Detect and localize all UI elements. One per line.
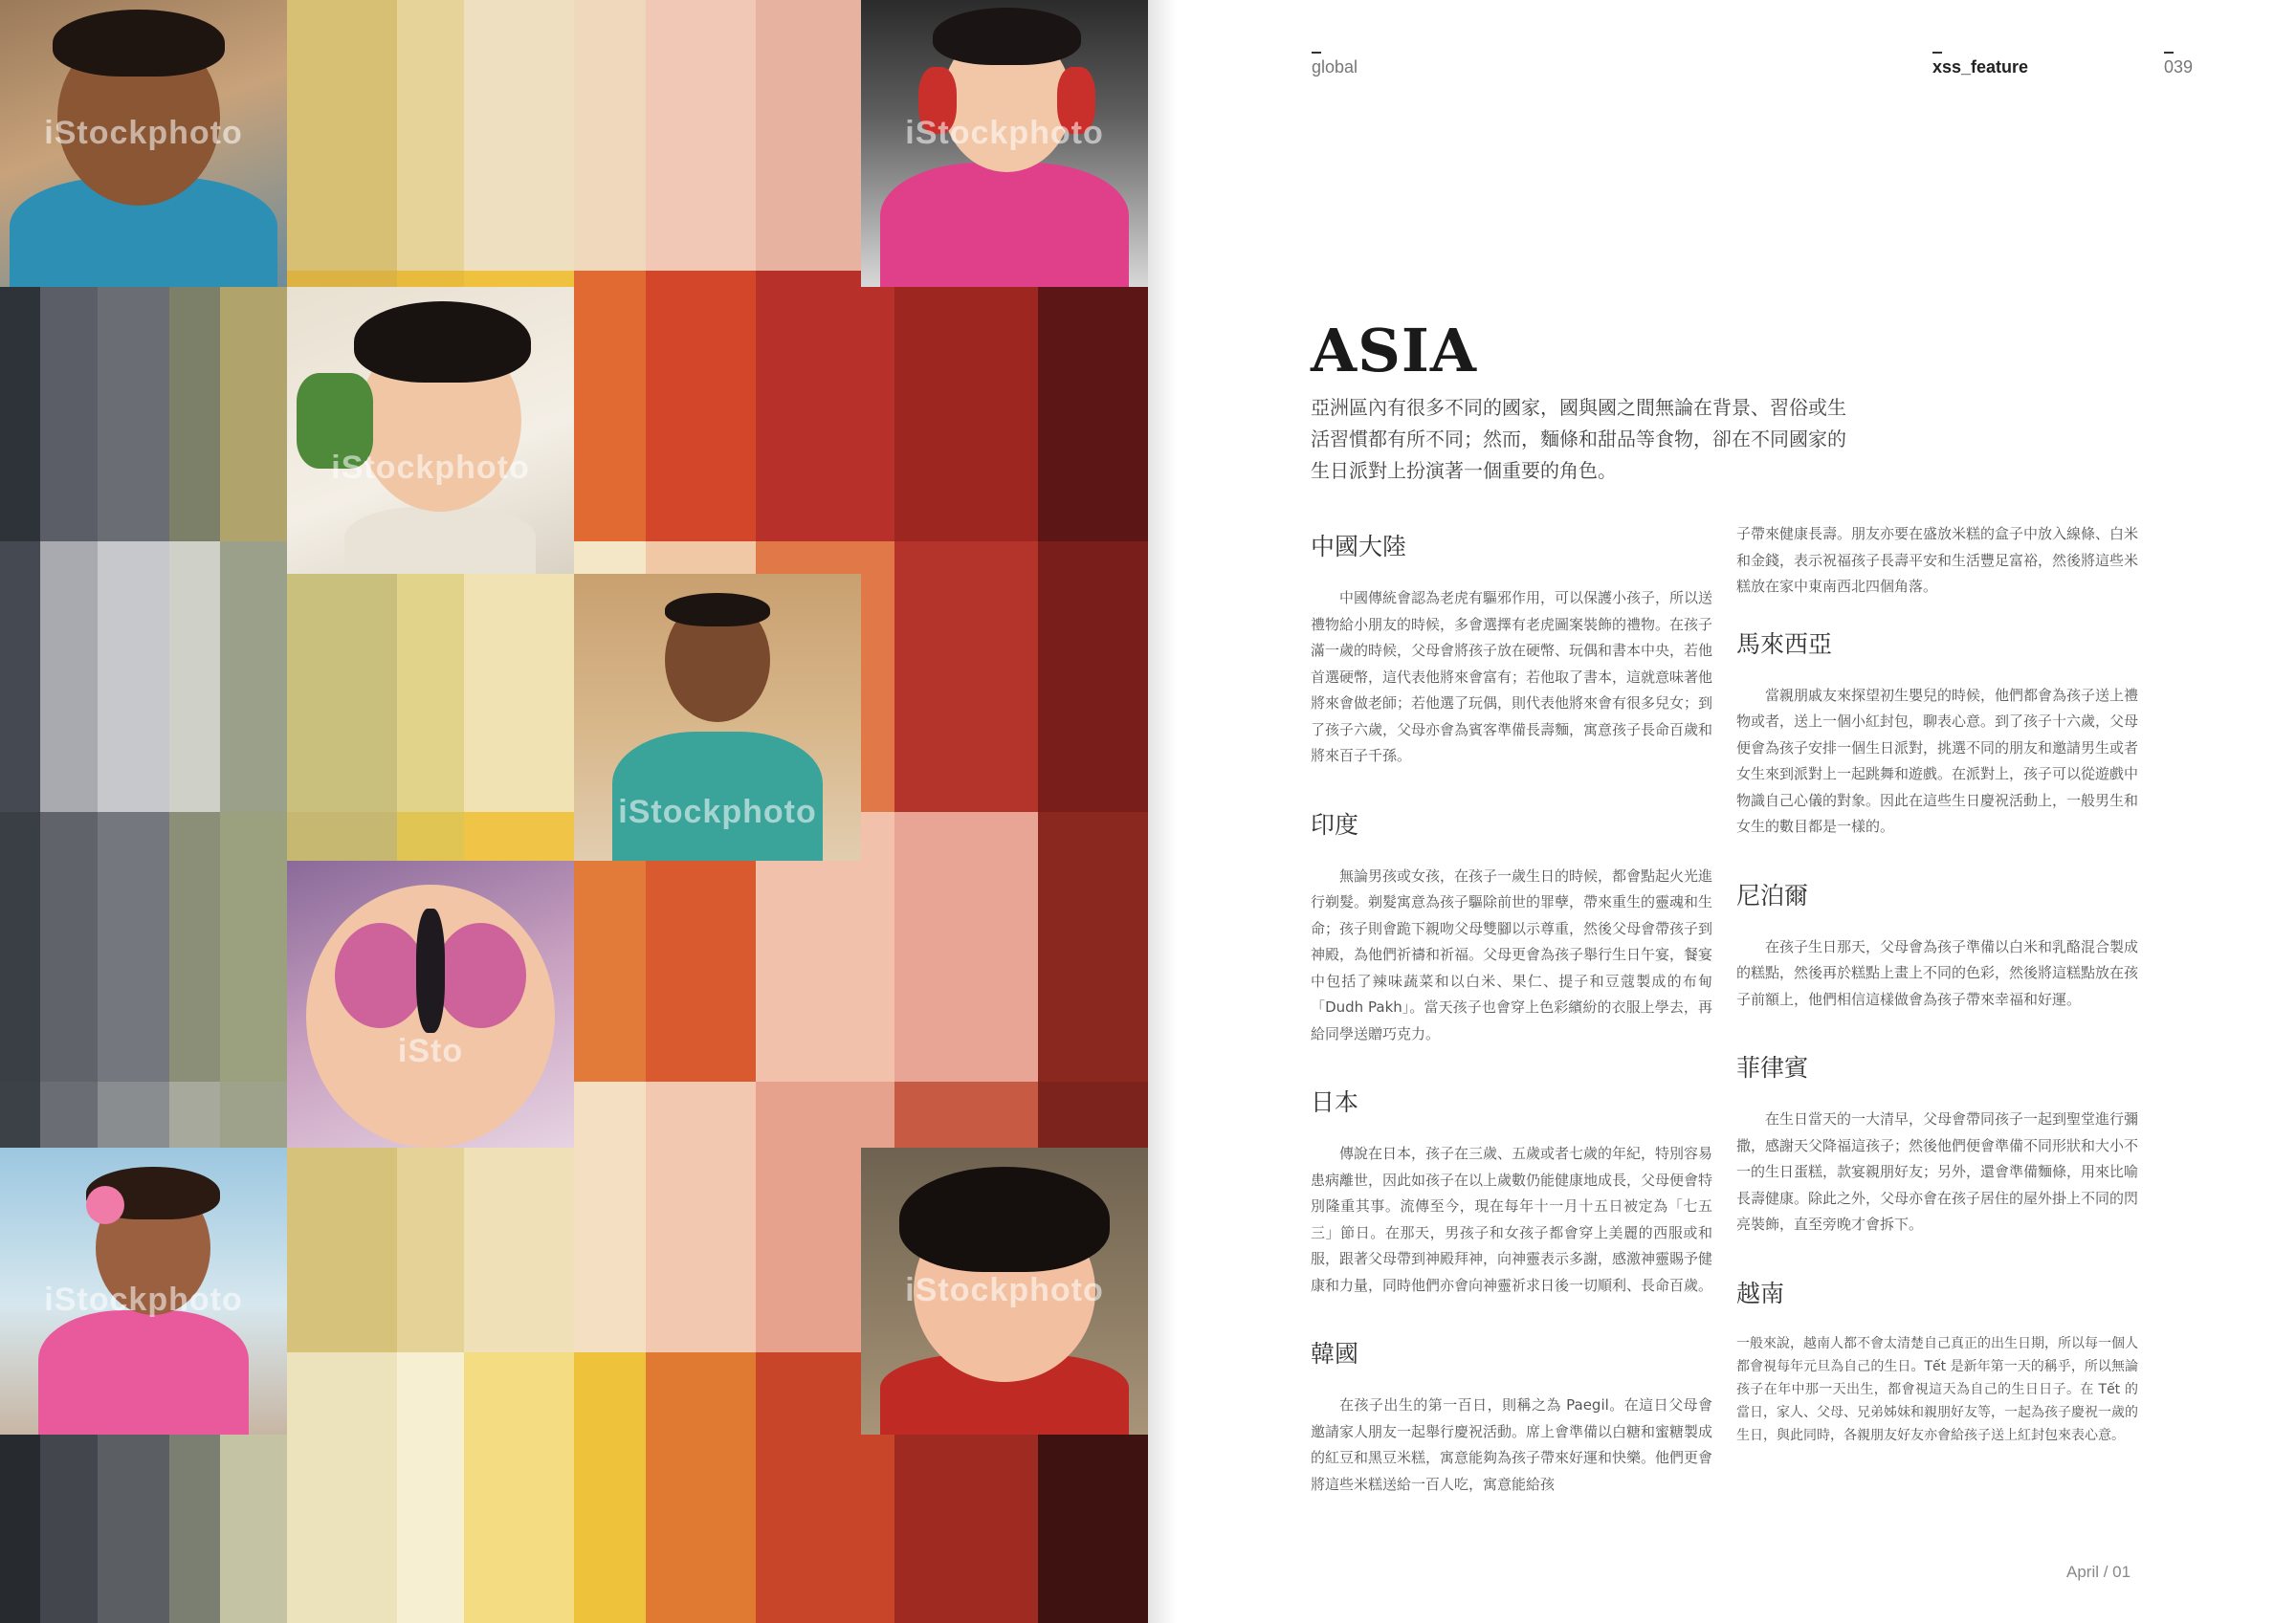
- section-body-japan: 傳說在日本，孩子在三歲、五歲或者七歲的年紀，特別容易患病離世，因此如孩子在以上歲數仍能健康地成長，父母便會特別隆重其事。流傳至今，現在每年十一月十五日被定為「七五三」節日。在那天，男孩子和女孩子都會穿上美麗的西服或和服，跟著父母帶到神殿拜神，向神靈表示多謝，感激神靈賜予健康和力量，同時他們亦會向神靈祈求日後一切順利、長命百歲。: [1311, 1145, 1713, 1294]
- photo-girl-painted-hand: [287, 287, 574, 574]
- watermark: iStockphoto: [44, 1282, 243, 1318]
- colour-strip: [0, 271, 40, 541]
- colour-strip: [40, 812, 98, 1083]
- colour-strip: [98, 271, 169, 541]
- colour-strip: [98, 812, 169, 1083]
- colour-strip: [397, 0, 464, 271]
- colour-strip: [0, 812, 40, 1083]
- colour-strip: [646, 271, 756, 541]
- colour-strip: [894, 812, 1038, 1083]
- issue-footer: April / 01: [2066, 1563, 2131, 1581]
- watermark: iStockphoto: [905, 115, 1104, 151]
- mosaic-row: [0, 271, 1148, 541]
- section-heading-japan: 日本: [1311, 1088, 1359, 1116]
- colour-strip: [574, 0, 646, 271]
- section-heading-korea: 韓國: [1311, 1340, 1359, 1368]
- colour-strip: [1038, 271, 1148, 541]
- colour-strip: [464, 541, 574, 812]
- photo-girl-butterfly-face-paint: [287, 861, 574, 1148]
- section-body-vietnam: 一般來說，越南人都不會太清楚自己真正的出生日期，所以每一個人都會視每年元旦為自己的生日。Tết 是新年第一天的稱乎，所以無論孩子在年中那一天出生，都會視這天為自己的生日日子。在 Tết 的當日，家人、父母、兄弟姊妹和親朋好友等，一起為孩子慶祝一歲的生日，與此同時，各親朋友好友亦會給孩子送上紅封包來表心意。: [1736, 1335, 2138, 1443]
- article-column-left: [1311, 528, 1712, 1534]
- watermark: iStockphoto: [331, 450, 530, 486]
- page-number: 039: [2164, 57, 2194, 77]
- colour-strip: [1038, 812, 1148, 1083]
- colour-strip: [574, 271, 646, 541]
- section-body-korea-continued: 子帶來健康長壽。朋友亦要在盛放米糕的盒子中放入線條、白米和金錢，表示祝福孩子長壽平安和生活豐足富裕，然後將這些米糕放在家中東南西北四個角落。: [1736, 525, 2139, 595]
- photo-boy-teal-shirt: [574, 574, 861, 861]
- colour-strip: [220, 541, 287, 812]
- section-heading-philippines: 菲律賓: [1736, 1054, 1809, 1082]
- colour-strip: [574, 1082, 646, 1352]
- photo-girl-headphones: [861, 0, 1148, 287]
- colour-strip: [894, 541, 1038, 812]
- colour-strip: [646, 0, 756, 271]
- colour-strip: [220, 271, 287, 541]
- article-column-right: [1736, 521, 2138, 1483]
- colour-strip: [756, 271, 894, 541]
- colour-strip: [464, 0, 574, 271]
- section-body-malaysia: 當親朋戚友來探望初生嬰兒的時候，他們都會為孩子送上禮物或者，送上一個小紅封包，聊表心意。到了孩子十六歲，父母便會為孩子安排一個生日派對，挑選不同的朋友和邀請男生或者女生來到派對上一起跳舞和遊戲。在派對上，孩子可以從遊戲中物識自己心儀的對象。因此在這些生日慶祝活動上，一般男生和女生的數目都是一樣的。: [1736, 686, 2139, 835]
- colour-strip: [220, 812, 287, 1083]
- colour-strip: [40, 271, 98, 541]
- colour-strip: [646, 1352, 756, 1623]
- watermark: iStockphoto: [44, 115, 243, 151]
- header-section-label: global: [1312, 57, 1358, 77]
- article-title: ASIA: [1311, 316, 1477, 385]
- photo-girl-bob-haircut: [861, 1148, 1148, 1435]
- colour-strip: [169, 271, 220, 541]
- colour-strip: [0, 541, 40, 812]
- colour-strip: [894, 271, 1038, 541]
- colour-strip: [574, 1352, 646, 1623]
- colour-strip: [287, 541, 397, 812]
- section-heading-china: 中國大陸: [1311, 533, 1407, 560]
- photo-boy-blue-shirt: [0, 0, 287, 287]
- watermark: iSto: [397, 1033, 464, 1069]
- section-heading-nepal: 尼泊爾: [1736, 881, 1809, 910]
- section-body-philippines: 在生日當天的一大清早，父母會帶同孩子一起到聖堂進行彌撒，感謝天父降福這孩子；然後他們便會準備不同形狀和大小不一的生日蛋糕，款宴親朋好友；另外，還會準備麵條，用來比喻長壽健康。除此之外，父母亦會在孩子居住的屋外掛上不同的閃亮裝飾，直至旁晚才會拆下。: [1736, 1110, 2139, 1233]
- section-body-china: 中國傳統會認為老虎有驅邪作用，可以保護小孩子，所以送禮物給小朋友的時候，多會選擇有老虎圖案裝飾的禮物。在孩子滿一歲的時候，父母會將孩子放在硬幣、玩偶和書本中央，若他首選硬幣，這代表他將來會富有；若他取了書本，這就意味著他將來會做老師；若他選了玩偶，則代表他將來會有很多兒女；到了孩子六歲，父母亦會為賓客準備長壽麵，寓意孩子長命百歲和將來百子千孫。: [1311, 589, 1713, 764]
- colour-strip: [98, 541, 169, 812]
- section-body-india: 無論男孩或女孩，在孩子一歲生日的時候，都會點起火光進行剃髮。剃髮寓意為孩子驅除前世的罪孽，帶來重生的靈魂和生命；孩子則會跪下親吻父母雙腳以示尊重，然後父母會帶孩子到神殿，為他們祈禱和祈福。父母更會為孩子舉行生日午宴，餐宴中包括了辣味蔬菜和以白米、果仁、提子和豆蔻製成的布甸「Dudh Pakh」。當天孩子也會穿上色彩繽紛的衣服上學去，再給同學送贈巧克力。: [1311, 866, 1713, 1042]
- colour-strip: [1038, 541, 1148, 812]
- article-page: [1148, 0, 2296, 1623]
- section-heading-vietnam: 越南: [1736, 1279, 1785, 1307]
- colour-strip: [40, 541, 98, 812]
- section-heading-malaysia: 馬來西亞: [1736, 629, 1833, 658]
- colour-strip: [397, 1352, 464, 1623]
- colour-strip: [397, 541, 464, 812]
- article-intro: 亞洲區內有很多不同的國家，國與國之間無論在背景、習俗或生活習慣都有所不同；然而，麵條和甜品等食物，卻在不同國家的生日派對上扮演著一個重要的角色。: [1311, 396, 1846, 482]
- section-body-korea: 在孩子出生的第一百日，則稱之為 Paegil。在這日父母會邀請家人朋友一起舉行慶祝活動。席上會準備以白糖和蜜糖製成的紅豆和黑豆米糕，寓意能夠為孩子帶來好運和快樂。他們更會將這些米糕送給一百人吃，寓意能給孩: [1311, 1396, 1713, 1493]
- colour-strip: [169, 541, 220, 812]
- colour-strip: [287, 1352, 397, 1623]
- watermark: iStockphoto: [618, 794, 817, 830]
- colour-strip: [646, 1082, 756, 1352]
- colour-strip: [287, 0, 397, 271]
- section-heading-india: 印度: [1311, 810, 1359, 839]
- header-feature-label: xss_feature: [1932, 57, 2029, 77]
- colour-strip: [169, 812, 220, 1083]
- photo-girl-pink-dress: [0, 1148, 287, 1435]
- section-body-nepal: 在孩子生日那天，父母會為孩子準備以白米和乳酪混合製成的糕點，然後再於糕點上畫上不同的色彩，然後將這糕點放在孩子前額上，他們相信這樣做會為孩子帶來幸福和好運。: [1736, 937, 2139, 1008]
- colour-strip: [464, 1352, 574, 1623]
- watermark: iStockphoto: [905, 1272, 1104, 1308]
